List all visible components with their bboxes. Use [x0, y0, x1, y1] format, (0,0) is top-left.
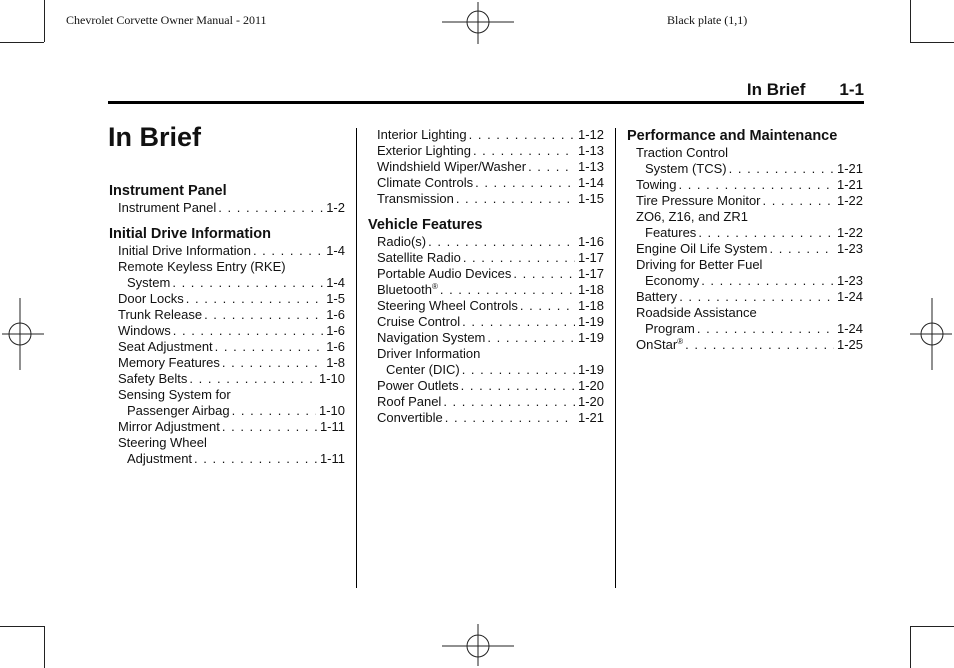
toc-entry-label-text: Portable Audio Devices	[377, 266, 512, 281]
toc-entry-label-text: Bluetooth	[377, 282, 432, 297]
toc-page-number: 1-12	[577, 127, 604, 142]
toc-page-number: 1-8	[326, 355, 345, 370]
toc-entry-label-text: OnStar	[636, 337, 678, 352]
toc-entry[interactable]	[368, 250, 604, 266]
dot-leader	[462, 362, 575, 378]
toc-entry-label-text: System	[127, 275, 171, 290]
toc-entry-label	[118, 339, 213, 355]
toc-entry-label-text: Features	[645, 225, 697, 240]
toc-entry[interactable]	[627, 257, 863, 289]
toc-entry-line: Remote Keyless Entry (RKE)	[118, 259, 286, 274]
dot-leader	[701, 273, 834, 289]
registration-mark-top	[440, 0, 516, 46]
toc-entry-label	[377, 143, 471, 159]
toc-section	[627, 127, 863, 353]
toc-entry-label	[636, 241, 768, 257]
toc-entry[interactable]	[368, 143, 604, 159]
toc-entry-label	[645, 321, 695, 337]
toc-entry[interactable]	[368, 159, 604, 175]
dot-leader	[520, 298, 575, 314]
toc-entry-label	[377, 282, 438, 298]
toc-entry-row	[118, 200, 345, 216]
toc-page-number: 1-6	[326, 339, 345, 354]
toc-column-1	[109, 182, 345, 467]
toc-entry-row	[636, 193, 863, 209]
toc-page-number: 1-20	[577, 394, 604, 409]
toc-page-number: 1-4	[326, 243, 345, 258]
registration-mark-left	[0, 296, 46, 372]
toc-entry-label	[118, 243, 251, 259]
toc-entry-row	[377, 234, 604, 250]
toc-page-number: 1-18	[577, 298, 604, 313]
registered-mark: ®	[677, 337, 684, 346]
toc-entry-label-text: Roof Panel	[377, 394, 442, 409]
toc-entry[interactable]	[627, 193, 863, 209]
running-head	[747, 80, 864, 100]
toc-entry-label-text: Exterior Lighting	[377, 143, 471, 158]
toc-entry[interactable]	[109, 200, 345, 216]
toc-entry-label	[377, 330, 485, 346]
dot-leader	[194, 451, 317, 467]
toc-entry-row	[118, 243, 345, 259]
toc-entry-label-text: Convertible	[377, 410, 443, 425]
toc-page-number: 1-23	[836, 273, 863, 288]
toc-entry-label-text: Memory Features	[118, 355, 220, 370]
toc-entry-row	[118, 355, 345, 371]
toc-entry-label	[118, 307, 202, 323]
crop-mark-bottom-right-v	[910, 626, 911, 668]
toc-entry[interactable]	[109, 339, 345, 355]
toc-entry-line: Roadside Assistance	[636, 305, 757, 320]
toc-entry-row	[377, 314, 604, 330]
toc-entry-row	[636, 273, 863, 289]
toc-entry[interactable]	[368, 298, 604, 314]
toc-entry-label-text: Center (DIC)	[386, 362, 460, 377]
toc-page-number: 1-11	[319, 451, 345, 466]
toc-entry-label-text: Transmission	[377, 191, 454, 206]
toc-entry-label-text: Towing	[636, 177, 677, 192]
toc-entry-row	[377, 362, 604, 378]
toc-entry[interactable]	[109, 259, 345, 291]
dot-leader	[528, 159, 575, 175]
toc-page-number: 1-5	[326, 291, 345, 306]
toc-entry-label-text: Steering Wheel Controls	[377, 298, 518, 313]
toc-entry[interactable]	[368, 378, 604, 394]
toc-entry-label-text: System (TCS)	[645, 161, 727, 176]
section-heading: Instrument Panel	[109, 183, 227, 199]
dot-leader	[173, 323, 323, 339]
toc-entry[interactable]	[627, 145, 863, 177]
dot-leader	[172, 275, 323, 291]
dot-leader	[222, 355, 323, 371]
toc-entry-label	[636, 337, 683, 353]
dot-leader	[218, 200, 323, 216]
toc-entry-label-text: Adjustment	[127, 451, 193, 466]
toc-page-number: 1-22	[836, 193, 863, 208]
toc-entry[interactable]	[627, 289, 863, 305]
toc-entry[interactable]	[368, 410, 604, 426]
toc-page-number: 1-13	[577, 159, 604, 174]
toc-entry-line: ZO6, Z16, and ZR1	[636, 209, 748, 224]
toc-entry[interactable]	[368, 394, 604, 410]
section-heading: Performance and Maintenance	[627, 128, 838, 144]
toc-entry-row	[377, 330, 604, 346]
toc-entry-label-text: Trunk Release	[118, 307, 203, 322]
toc-page-number: 1-19	[577, 330, 604, 345]
toc-entry-row	[118, 291, 345, 307]
toc-entry-label	[377, 314, 460, 330]
toc-entry-line: Sensing System for	[118, 387, 231, 402]
toc-entry-row	[377, 410, 604, 426]
dot-leader	[473, 143, 575, 159]
toc-entry[interactable]	[368, 127, 604, 143]
crop-mark-bottom-left-v	[44, 626, 45, 668]
toc-entry-label	[636, 289, 677, 305]
toc-entry-label	[645, 273, 699, 289]
toc-entry-label	[636, 193, 761, 209]
toc-entry[interactable]	[109, 323, 345, 339]
toc-entry-row	[636, 321, 863, 337]
toc-entry-row	[377, 143, 604, 159]
toc-entry-label	[636, 177, 676, 193]
toc-entry-row	[377, 282, 604, 298]
toc-entry-label	[127, 275, 170, 291]
toc-entry-row	[118, 419, 345, 435]
crop-mark-top-left-v	[44, 0, 45, 42]
toc-entry-row	[377, 191, 604, 207]
toc-entry-label	[127, 403, 230, 419]
toc-page-number: 1-24	[836, 321, 863, 336]
dot-leader	[763, 193, 834, 209]
toc-column-2	[368, 127, 604, 426]
crop-mark-bottom-left-h	[0, 626, 44, 627]
toc-entry-row	[118, 323, 345, 339]
toc-page-number: 1-13	[577, 143, 604, 158]
toc-entry-label	[377, 250, 461, 266]
toc-page-number: 1-21	[836, 161, 863, 176]
toc-entry[interactable]	[627, 305, 863, 337]
column-divider	[356, 128, 357, 588]
toc-entry[interactable]	[368, 314, 604, 330]
toc-entry-row	[377, 127, 604, 143]
page-number: 1-1	[839, 80, 864, 99]
crop-mark-bottom-right-h	[910, 626, 954, 627]
toc-entry-row	[377, 250, 604, 266]
toc-entry-label	[645, 225, 696, 241]
toc-entry-row	[118, 451, 345, 467]
toc-entry-label	[377, 394, 441, 410]
dot-leader	[189, 371, 316, 387]
toc-entry[interactable]	[109, 419, 345, 435]
toc-section	[368, 216, 604, 426]
dot-leader	[462, 314, 575, 330]
toc-entry-row	[118, 307, 345, 323]
toc-entry-row	[377, 266, 604, 282]
dot-leader	[698, 225, 834, 241]
section-heading: Initial Drive Information	[109, 226, 271, 242]
dot-leader	[428, 234, 575, 250]
toc-entry-label-text: Windshield Wiper/Washer	[377, 159, 527, 174]
toc-entry-label-text: Navigation System	[377, 330, 486, 345]
toc-page-number: 1-15	[577, 191, 604, 206]
toc-entry-label-text: Door Locks	[118, 291, 184, 306]
dot-leader	[475, 175, 575, 191]
toc-entry-label	[386, 362, 460, 378]
toc-entry-row	[377, 298, 604, 314]
toc-page-number: 1-24	[836, 289, 863, 304]
toc-entry-line: Traction Control	[636, 145, 728, 160]
toc-entry-label-text: Seat Adjustment	[118, 339, 213, 354]
print-header-title: Chevrolet Corvette Owner Manual - 2011	[66, 13, 267, 27]
toc-page-number: 1-17	[577, 250, 604, 265]
toc-entry-label	[118, 323, 171, 339]
column-divider	[615, 128, 616, 588]
dot-leader	[204, 307, 323, 323]
toc-entry[interactable]	[109, 291, 345, 307]
registration-mark-bottom	[440, 622, 516, 668]
toc-entry-label	[377, 159, 526, 175]
dot-leader	[443, 394, 575, 410]
toc-entry-label	[118, 419, 220, 435]
toc-entry[interactable]	[368, 234, 604, 250]
toc-entry-label	[118, 371, 187, 387]
toc-page-number: 1-10	[318, 371, 345, 386]
toc-page-number: 1-20	[577, 378, 604, 393]
dot-leader	[679, 289, 834, 305]
toc-page-number: 1-19	[577, 362, 604, 377]
toc-entry-label	[118, 355, 220, 371]
dot-leader	[232, 403, 316, 419]
toc-page-number: 1-16	[577, 234, 604, 249]
toc-entry-row	[636, 177, 863, 193]
page-title: In Brief	[108, 122, 202, 152]
toc-entry-label-text: Tire Pressure Monitor	[636, 193, 761, 208]
dot-leader	[685, 337, 834, 353]
toc-entry-row	[636, 225, 863, 241]
dot-leader	[461, 378, 575, 394]
toc-entry-label-text: Instrument Panel	[118, 200, 217, 215]
toc-entry-label	[377, 298, 518, 314]
toc-entry-row	[377, 159, 604, 175]
toc-entry[interactable]	[627, 241, 863, 257]
toc-entry-label-text: Program	[645, 321, 695, 336]
toc-entry[interactable]	[627, 337, 863, 353]
toc-entry-line: Driving for Better Fuel	[636, 257, 763, 272]
toc-entry-row	[118, 371, 345, 387]
crop-mark-top-right-v	[910, 0, 911, 42]
toc-page-number: 1-18	[577, 282, 604, 297]
dot-leader	[729, 161, 834, 177]
toc-entry-row	[118, 339, 345, 355]
toc-page-number: 1-22	[836, 225, 863, 240]
toc-page-number: 1-21	[836, 177, 863, 192]
dot-leader	[487, 330, 575, 346]
toc-entry[interactable]	[109, 435, 345, 467]
toc-entry-label	[645, 161, 727, 177]
toc-entry-label-text: Engine Oil Life System	[636, 241, 768, 256]
toc-entry-row	[118, 403, 345, 419]
toc-entry-label-text: Satellite Radio	[377, 250, 461, 265]
toc-entry[interactable]	[368, 266, 604, 282]
print-header-plate: Black plate (1,1)	[667, 13, 748, 27]
toc-page-number: 1-25	[836, 337, 863, 352]
dot-leader	[445, 410, 575, 426]
toc-entry-label	[118, 291, 184, 307]
dot-leader	[678, 177, 834, 193]
toc-column-3	[627, 127, 863, 353]
toc-page-number: 1-14	[577, 175, 604, 190]
toc-entry-label	[377, 127, 467, 143]
toc-entry-label-text: Safety Belts	[118, 371, 188, 386]
toc-entry-row	[636, 161, 863, 177]
toc-page-number: 1-19	[577, 314, 604, 329]
toc-entry-label	[377, 234, 426, 250]
toc-entry-label-text: Interior Lighting	[377, 127, 467, 142]
dot-leader	[697, 321, 834, 337]
registered-mark: ®	[431, 282, 438, 291]
dot-leader	[513, 266, 575, 282]
crop-mark-top-left-h	[0, 42, 44, 43]
toc-entry-label	[377, 175, 473, 191]
toc-page-number: 1-6	[326, 323, 345, 338]
toc-entry[interactable]	[109, 371, 345, 387]
toc-page-number: 1-10	[318, 403, 345, 418]
running-head-section: In Brief	[746, 80, 806, 99]
toc-entry-row	[118, 275, 345, 291]
toc-entry[interactable]	[368, 282, 604, 298]
toc-entry[interactable]	[109, 243, 345, 259]
toc-page-number: 1-4	[326, 275, 345, 290]
dot-leader	[469, 127, 575, 143]
dot-leader	[456, 191, 575, 207]
toc-entry[interactable]	[109, 387, 345, 419]
registration-mark-right	[908, 296, 954, 372]
toc-entry-line: Driver Information	[377, 346, 481, 361]
dot-leader	[222, 419, 317, 435]
toc-entry-label	[377, 191, 454, 207]
toc-entry-label	[377, 410, 443, 426]
toc-entry-label	[118, 200, 216, 216]
toc-entry[interactable]	[368, 346, 604, 378]
toc-section	[109, 182, 345, 216]
toc-page-number: 1-21	[577, 410, 604, 425]
toc-entry[interactable]	[368, 191, 604, 207]
toc-entry-label-text: Climate Controls	[377, 175, 474, 190]
toc-entry-row	[636, 337, 863, 353]
dot-leader	[463, 250, 575, 266]
dot-leader	[186, 291, 323, 307]
toc-entry-row	[377, 175, 604, 191]
toc-entry-label-text: Battery	[636, 289, 678, 304]
dot-leader	[215, 339, 324, 355]
toc-entry-label-text: Initial Drive Information	[118, 243, 251, 258]
toc-entry-label	[377, 378, 459, 394]
toc-section	[368, 127, 604, 207]
toc-entry-label	[127, 451, 192, 467]
toc-entry-row	[377, 394, 604, 410]
toc-entry-label-text: Cruise Control	[377, 314, 461, 329]
toc-entry[interactable]	[109, 355, 345, 371]
toc-entry[interactable]	[109, 307, 345, 323]
toc-page-number: 1-23	[836, 241, 863, 256]
toc-entry-line: Steering Wheel	[118, 435, 207, 450]
toc-entry-row	[636, 241, 863, 257]
toc-entry-label-text: Power Outlets	[377, 378, 459, 393]
toc-entry-label-text: Windows	[118, 323, 171, 338]
toc-entry-label-text: Passenger Airbag	[127, 403, 230, 418]
toc-entry-row	[636, 289, 863, 305]
toc-entry[interactable]	[368, 175, 604, 191]
toc-entry-row	[377, 378, 604, 394]
toc-entry-label	[377, 266, 511, 282]
toc-entry[interactable]	[368, 330, 604, 346]
dot-leader	[440, 282, 575, 298]
header-rule	[108, 101, 864, 104]
crop-mark-top-right-h	[910, 42, 954, 43]
toc-entry-label-text: Radio(s)	[377, 234, 427, 249]
toc-page-number: 1-2	[326, 200, 345, 215]
toc-page-number: 1-6	[326, 307, 345, 322]
toc-entry[interactable]	[627, 177, 863, 193]
dot-leader	[253, 243, 323, 259]
toc-entry[interactable]	[627, 209, 863, 241]
section-heading: Vehicle Features	[368, 217, 483, 233]
toc-entry-label-text: Mirror Adjustment	[118, 419, 220, 434]
toc-page-number: 1-11	[319, 419, 345, 434]
dot-leader	[770, 241, 834, 257]
toc-page-number: 1-17	[577, 266, 604, 281]
toc-entry-label-text: Economy	[645, 273, 700, 288]
toc-section	[109, 225, 345, 467]
